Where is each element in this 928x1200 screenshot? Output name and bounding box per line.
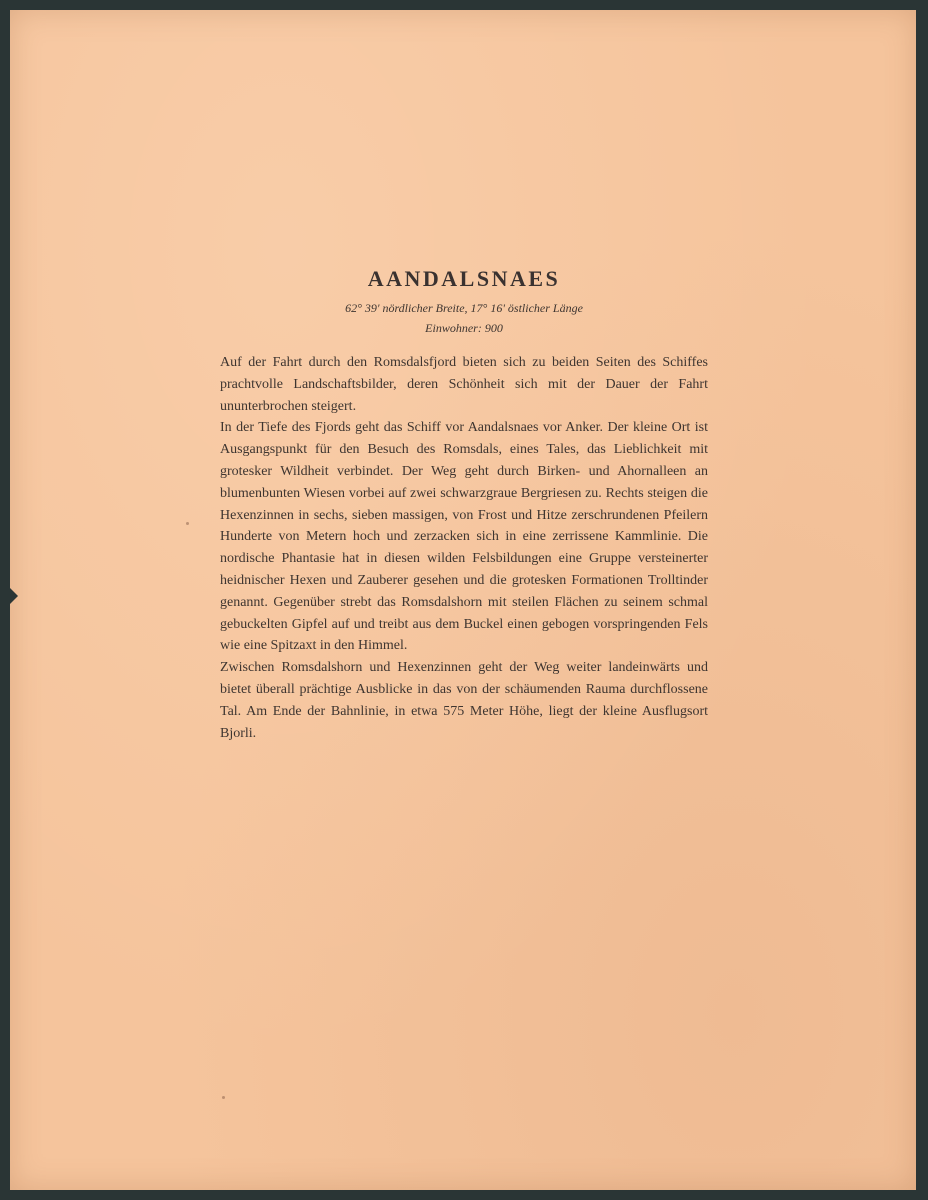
paragraph: In der Tiefe des Fjords geht das Schiff vor Aandalsnaes vor Anker. Der kleine Ort ist Ausgangspunkt für den Besuch des Romsdals, eines Tales, das Lieblichkeit mit grotesker Wildheit verbindet. Der Weg geht durch Birken- und Ahornalleen an blumenbunten Wiesen vorbei auf zwei schwarzgraue Bergriesen zu. Rechts steigen die Hexenzinnen in sechs, sieben massigen, von Frost und Hitze zerschrundenen Pfeilern Hunderte von Metern hoch und zerzacken sich in eine zerrissene Kammlinie. Die nordische Phantasie hat in diesen wilden Felsbildungen eine Gruppe versteinerter heidnischer Hexen und Zauberer gesehen und die grotesken Formationen Trolltinder genannt. Gegenüber strebt das Romsdalshorn mit steilen Flächen zu seinem schmal gebuckelten Gipfel auf und treibt aus dem Buckel einen gebogen vorspringenden Fels wie eine Spitzaxt in den Himmel.	[220, 420, 708, 654]
document-body	[220, 352, 708, 744]
document-content	[220, 264, 708, 744]
paper-speck	[186, 522, 189, 525]
population-line: Einwohner: 900	[425, 321, 503, 335]
paragraph: Zwischen Romsdalshorn und Hexenzinnen geht der Weg weiter landeinwärts und bietet überall prächtige Ausblicke in das von der schäumenden Rauma durchflossene Tal. Am Ende der Bahnlinie, in etwa 575 Meter Höhe, liegt der kleine Ausflugsort Bjorli.	[220, 660, 708, 741]
paper-edge-notch	[10, 588, 18, 604]
paragraph: Auf der Fahrt durch den Romsdalsfjord bieten sich zu beiden Seiten des Schiffes prachtvolle Landschaftsbilder, deren Schönheit sich mit der Dauer der Fahrt ununterbrochen steigert.	[220, 355, 708, 414]
coordinates-line: 62° 39' nördlicher Breite, 17° 16' östlicher Länge	[345, 301, 583, 315]
paper-speck	[222, 1096, 225, 1099]
document-title: AANDALSNAES	[367, 266, 561, 291]
